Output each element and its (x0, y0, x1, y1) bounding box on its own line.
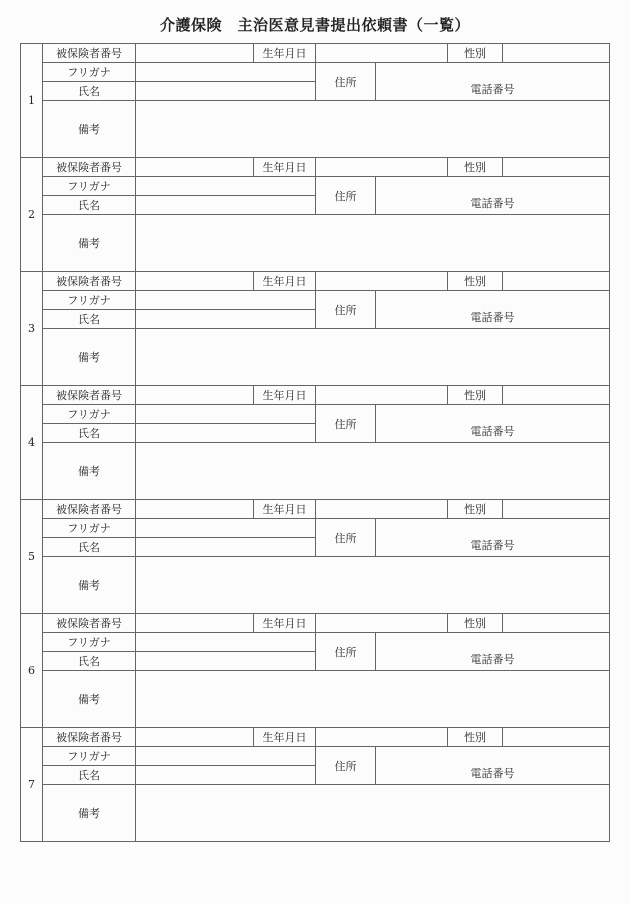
birth-date-label: 生年月日 (254, 728, 316, 747)
entry-number: 1 (21, 44, 43, 158)
furigana-field[interactable] (136, 63, 316, 82)
gender-label: 性別 (448, 272, 503, 291)
entry-row-remarks (21, 443, 610, 500)
insured-number-field[interactable] (136, 614, 254, 633)
furigana-field[interactable] (136, 633, 316, 652)
entry-row-furigana (21, 177, 610, 196)
entry-row-remarks (21, 785, 610, 842)
insured-number-field[interactable] (136, 158, 254, 177)
gender-field[interactable] (503, 272, 610, 291)
gender-label: 性別 (448, 614, 503, 633)
birth-date-field[interactable] (316, 272, 448, 291)
gender-field[interactable] (503, 728, 610, 747)
entry-row-furigana (21, 519, 610, 538)
remarks-label: 備考 (43, 215, 136, 272)
entry-row-insured (21, 500, 610, 519)
insured-number-label: 被保険者番号 (43, 386, 136, 405)
furigana-field[interactable] (136, 519, 316, 538)
name-label: 氏名 (43, 538, 136, 557)
remarks-field[interactable] (136, 329, 610, 386)
phone-label: 電話番号 (470, 652, 515, 666)
address-label: 住所 (316, 63, 376, 101)
name-field[interactable] (136, 310, 316, 329)
remarks-field[interactable] (136, 101, 610, 158)
phone-label: 電話番号 (470, 196, 515, 210)
entry-row-remarks (21, 671, 610, 728)
birth-date-field[interactable] (316, 158, 448, 177)
gender-field[interactable] (503, 500, 610, 519)
gender-label: 性別 (448, 44, 503, 63)
entry-number: 3 (21, 272, 43, 386)
gender-field[interactable] (503, 386, 610, 405)
birth-date-field[interactable] (316, 500, 448, 519)
furigana-label: フリガナ (43, 291, 136, 310)
phone-label: 電話番号 (470, 82, 515, 96)
address-label: 住所 (316, 519, 376, 557)
birth-date-label: 生年月日 (254, 500, 316, 519)
entry-row-remarks (21, 215, 610, 272)
name-label: 氏名 (43, 196, 136, 215)
entry-row-insured (21, 158, 610, 177)
insured-number-label: 被保険者番号 (43, 728, 136, 747)
birth-date-label: 生年月日 (254, 386, 316, 405)
gender-label: 性別 (448, 158, 503, 177)
address-phone-field[interactable] (376, 747, 610, 785)
name-field[interactable] (136, 424, 316, 443)
address-label: 住所 (316, 747, 376, 785)
entry-number: 6 (21, 614, 43, 728)
gender-field[interactable] (503, 614, 610, 633)
address-phone-field[interactable] (376, 405, 610, 443)
name-label: 氏名 (43, 82, 136, 101)
entry-row-remarks (21, 557, 610, 614)
birth-date-label: 生年月日 (254, 44, 316, 63)
remarks-field[interactable] (136, 215, 610, 272)
furigana-label: フリガナ (43, 747, 136, 766)
gender-field[interactable] (503, 44, 610, 63)
furigana-label: フリガナ (43, 177, 136, 196)
furigana-field[interactable] (136, 177, 316, 196)
address-label: 住所 (316, 405, 376, 443)
birth-date-field[interactable] (316, 44, 448, 63)
remarks-field[interactable] (136, 443, 610, 500)
gender-label: 性別 (448, 728, 503, 747)
insured-number-label: 被保険者番号 (43, 158, 136, 177)
birth-date-field[interactable] (316, 728, 448, 747)
gender-label: 性別 (448, 386, 503, 405)
name-label: 氏名 (43, 652, 136, 671)
entry-row-remarks (21, 101, 610, 158)
insured-number-field[interactable] (136, 500, 254, 519)
entry-row-furigana (21, 747, 610, 766)
entry-number: 4 (21, 386, 43, 500)
entry-row-remarks (21, 329, 610, 386)
entry-number: 2 (21, 158, 43, 272)
birth-date-label: 生年月日 (254, 158, 316, 177)
name-label: 氏名 (43, 424, 136, 443)
address-phone-field[interactable] (376, 63, 610, 101)
entry-number: 5 (21, 500, 43, 614)
remarks-label: 備考 (43, 329, 136, 386)
entry-row-furigana (21, 633, 610, 652)
remarks-label: 備考 (43, 557, 136, 614)
name-field[interactable] (136, 196, 316, 215)
entry-row-furigana (21, 405, 610, 424)
address-label: 住所 (316, 177, 376, 215)
birth-date-field[interactable] (316, 614, 448, 633)
address-phone-field[interactable] (376, 519, 610, 557)
name-field[interactable] (136, 82, 316, 101)
insured-number-label: 被保険者番号 (43, 614, 136, 633)
birth-date-field[interactable] (316, 386, 448, 405)
birth-date-label: 生年月日 (254, 614, 316, 633)
name-label: 氏名 (43, 310, 136, 329)
insured-number-label: 被保険者番号 (43, 500, 136, 519)
furigana-label: フリガナ (43, 63, 136, 82)
address-label: 住所 (316, 291, 376, 329)
insured-number-field[interactable] (136, 44, 254, 63)
insured-number-field[interactable] (136, 728, 254, 747)
furigana-field[interactable] (136, 747, 316, 766)
address-phone-field[interactable] (376, 633, 610, 671)
address-phone-field[interactable] (376, 177, 610, 215)
remarks-field[interactable] (136, 671, 610, 728)
remarks-label: 備考 (43, 671, 136, 728)
remarks-label: 備考 (43, 101, 136, 158)
request-list-table (20, 43, 610, 842)
gender-field[interactable] (503, 158, 610, 177)
insured-number-field[interactable] (136, 272, 254, 291)
page-title: 介護保険 主治医意見書提出依頼書（一覧） (159, 16, 470, 34)
remarks-label: 備考 (43, 785, 136, 842)
address-phone-field[interactable] (376, 291, 610, 329)
furigana-label: フリガナ (43, 519, 136, 538)
entry-number: 7 (21, 728, 43, 842)
entry-row-insured (21, 728, 610, 747)
birth-date-label: 生年月日 (254, 272, 316, 291)
phone-label: 電話番号 (470, 538, 515, 552)
entry-row-insured (21, 272, 610, 291)
phone-label: 電話番号 (470, 424, 515, 438)
phone-label: 電話番号 (470, 310, 515, 324)
address-label: 住所 (316, 633, 376, 671)
insured-number-field[interactable] (136, 386, 254, 405)
name-field[interactable] (136, 652, 316, 671)
remarks-field[interactable] (136, 785, 610, 842)
remarks-label: 備考 (43, 443, 136, 500)
entry-row-insured (21, 44, 610, 63)
furigana-label: フリガナ (43, 405, 136, 424)
entry-row-insured (21, 614, 610, 633)
name-field[interactable] (136, 766, 316, 785)
phone-label: 電話番号 (470, 766, 515, 780)
furigana-label: フリガナ (43, 633, 136, 652)
insured-number-label: 被保険者番号 (43, 272, 136, 291)
entry-row-furigana (21, 291, 610, 310)
name-field[interactable] (136, 538, 316, 557)
gender-label: 性別 (448, 500, 503, 519)
furigana-field[interactable] (136, 405, 316, 424)
furigana-field[interactable] (136, 291, 316, 310)
entry-row-insured (21, 386, 610, 405)
insured-number-label: 被保険者番号 (43, 44, 136, 63)
name-label: 氏名 (43, 766, 136, 785)
entry-row-furigana (21, 63, 610, 82)
remarks-field[interactable] (136, 557, 610, 614)
